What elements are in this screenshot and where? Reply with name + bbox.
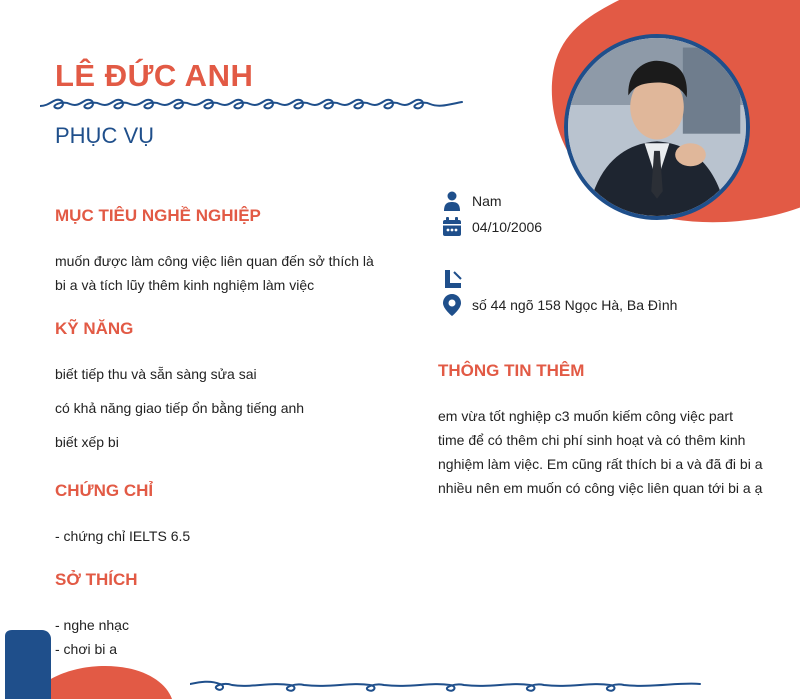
skill-item: có khả năng giao tiếp ổn bằng tiếng anh xyxy=(55,400,305,416)
candidate-role: PHỤC VỤ xyxy=(55,123,155,148)
candidate-name: LÊ ĐỨC ANH xyxy=(55,58,254,93)
contact-gender xyxy=(442,190,502,212)
skills-title: KỸ NĂNG xyxy=(55,319,134,338)
extra-info-line: nhiều nên em muốn có công việc liên quan tới bi a ạ xyxy=(438,480,763,496)
skill-item: biết tiếp thu và sẵn sàng sửa sai xyxy=(55,366,257,382)
decorative-loops xyxy=(40,94,465,116)
extra-info-line: nghiệm làm việc. Em cũng rất thích bi a và đã đi bi a xyxy=(438,456,763,472)
contact-address xyxy=(442,294,677,316)
objective-title: MỤC TIÊU NGHỀ NGHIỆP xyxy=(55,206,261,225)
address-value: số 44 ngõ 158 Ngọc Hà, Ba Đình xyxy=(472,297,678,313)
hobby-item: - chơi bi a xyxy=(55,641,118,657)
contact-phone xyxy=(442,268,472,290)
extra-info-line: em vừa tốt nghiệp c3 muốn kiếm công việc part xyxy=(438,408,733,424)
extra-info-title: THÔNG TIN THÊM xyxy=(438,361,585,380)
dob-value: 04/10/2006 xyxy=(472,219,543,235)
hobbies-title: SỞ THÍCH xyxy=(55,570,138,589)
calendar-icon xyxy=(442,216,462,238)
gender-value: Nam xyxy=(472,193,502,209)
hobby-item: - nghe nhạc xyxy=(55,617,129,633)
certificate-item: - chứng chỉ IELTS 6.5 xyxy=(55,528,191,544)
decorative-corner xyxy=(0,620,180,699)
user-icon xyxy=(442,190,462,212)
certificates-title: CHỨNG CHỈ xyxy=(55,481,154,500)
decorative-loops-bottom xyxy=(190,676,710,696)
skill-item: biết xếp bi xyxy=(55,434,119,450)
location-icon xyxy=(442,294,462,316)
extra-info-line: time để có thêm chi phí sinh hoạt và có thêm kinh xyxy=(438,432,746,448)
phone-icon xyxy=(442,268,462,290)
profile-photo xyxy=(568,38,746,216)
avatar xyxy=(564,34,750,220)
objective-line: muốn được làm công việc liên quan đến sở thích là xyxy=(55,253,374,269)
objective-line: bi a và tích lũy thêm kinh nghiệm làm việc xyxy=(55,277,315,293)
contact-dob xyxy=(442,216,542,238)
